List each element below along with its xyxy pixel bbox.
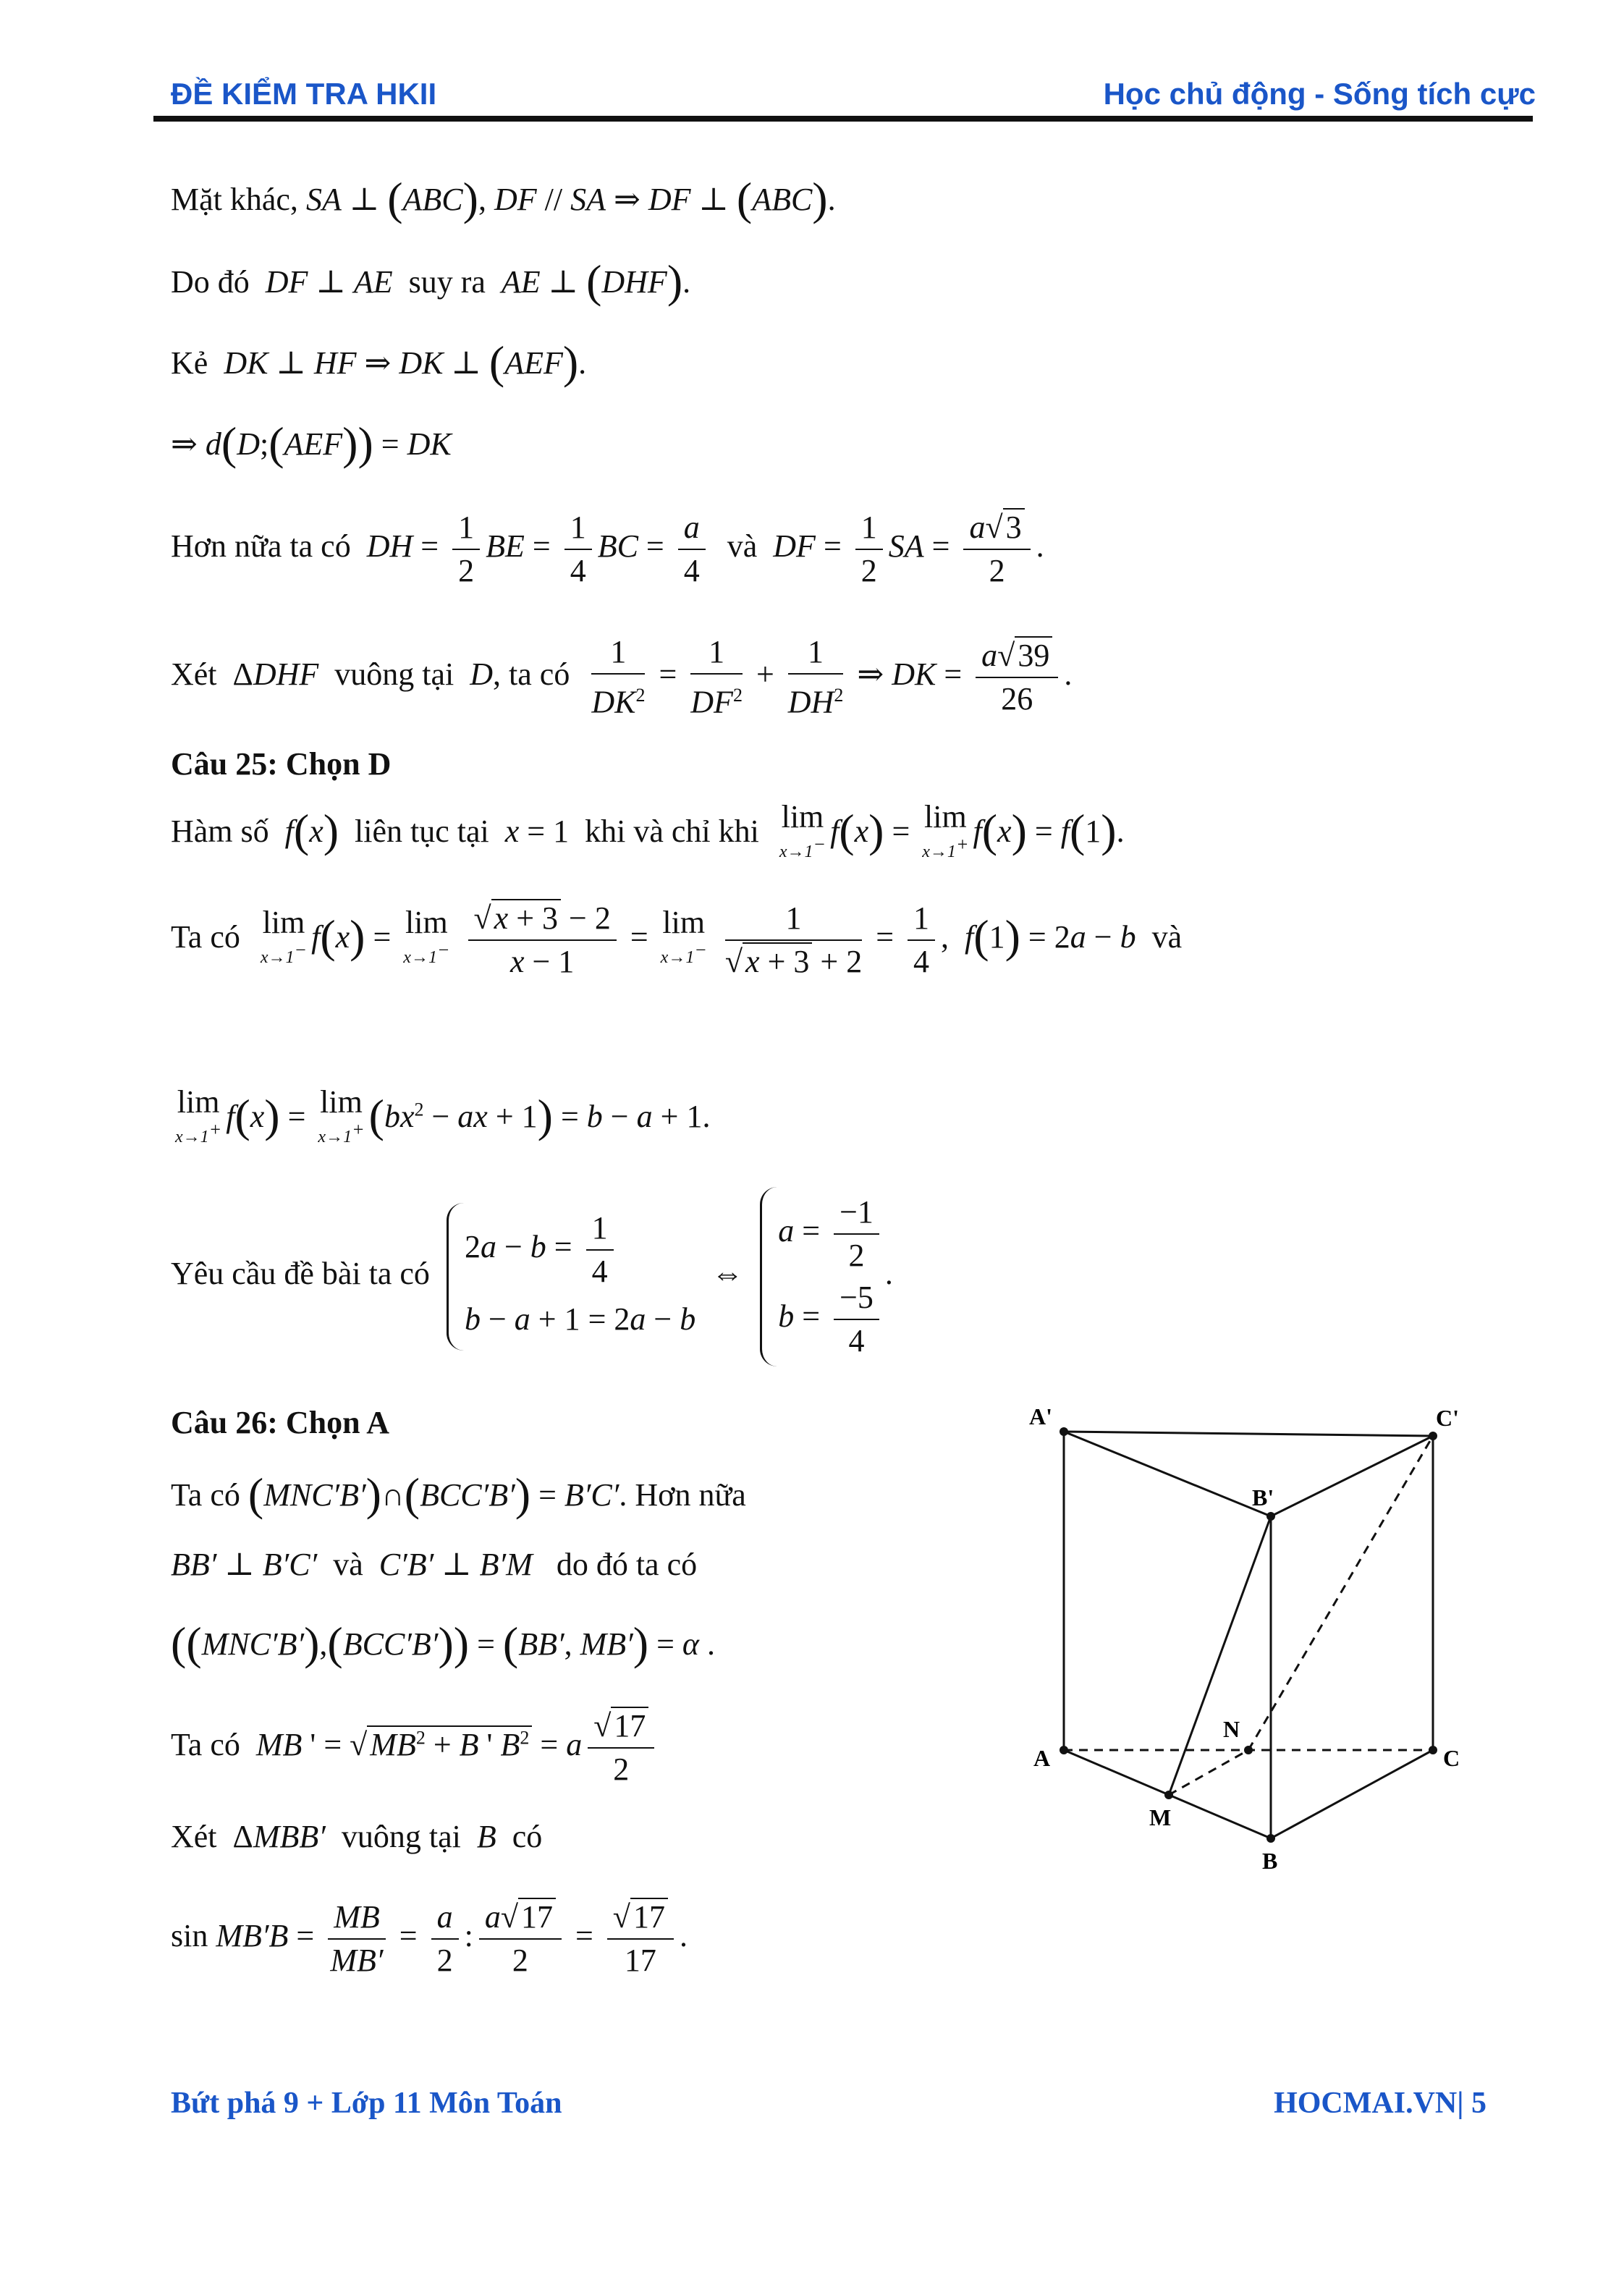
label-n: N <box>1223 1716 1240 1742</box>
label-m: M <box>1149 1804 1172 1830</box>
header-title: ĐỀ KIỂM TRA HKII <box>171 77 437 111</box>
cau-25-heading: Câu 25: Chọn D <box>171 746 392 782</box>
line-mat-khac: Mặt khác, SA ⊥ (ABC), DF // SA ⇒ DF ⊥ (ABC). <box>171 173 836 224</box>
line-ke: Kẻ DK ⊥ HF ⇒ DK ⊥ (AEF). <box>171 337 587 388</box>
footer-course: Bứt phá 9 + Lớp 11 Môn Toán <box>171 2087 562 2120</box>
point-b <box>1266 1834 1275 1843</box>
label-b-prime: B' <box>1252 1484 1274 1510</box>
point-c <box>1429 1746 1437 1754</box>
prism-figure <box>1013 1375 1476 1882</box>
line-angle: ((MNC′B′),(BCC′B′)) = (BB′, MB′) = α . <box>171 1618 715 1669</box>
label-c-prime: C' <box>1436 1405 1459 1431</box>
line-intersection: Ta có (MNC′B′)∩(BCC′B′) = B′C′. Hơn nữa <box>171 1469 746 1520</box>
line-do-do: Do đó DF ⊥ AE suy ra AE ⊥ (DHF). <box>171 255 691 307</box>
line-ham-so: Hàm số f(x) liên tục tại x = 1 khi và chỉ khi lim x→1− f(x) = lim x→1+ f(x) = f(1). <box>171 799 1125 861</box>
line-system: Yêu cầu đề bài ta có 2a − b = $\frac{1}{4}$ b − a + 1 = 2a − b ⇔ a = $\frac{-1}{2}$ b = $\frac{-5}{4}$ . <box>171 1187 893 1366</box>
header-slogan: Học chủ động - Sống tích cực <box>1103 77 1536 111</box>
point-n <box>1244 1746 1253 1754</box>
label-a-prime: A' <box>1029 1403 1052 1429</box>
point-m <box>1164 1791 1173 1799</box>
footer-page: HOCMAI.VN| 5 <box>1274 2087 1486 2120</box>
line-xet-dhf: Xét ΔDHF vuông tại D, ta có $\frac{1}{DK^2}$ = $\frac{1}{DF^2}$ + $\frac{1}{DH^2}$ ⇒ DK = $\frac{a√39}{26}$ . <box>171 631 1072 724</box>
label-a: A <box>1033 1745 1051 1771</box>
point-b-prime <box>1266 1512 1275 1521</box>
point-c-prime <box>1429 1432 1437 1440</box>
line-xet-mbb: Xét ΔMBB′ vuông tại B có <box>171 1819 543 1854</box>
cau-26-heading: Câu 26: Chọn A <box>171 1405 389 1440</box>
line-dh-df: Hơn nữa ta có DH = $\frac{1}{2}$ BE = $\frac{1}{4}$ BC = $\frac{a}{4}$ và DF = $\frac{1}{2}$ SA = $\frac{a√3}{2}$ . <box>171 507 1044 592</box>
label-c: C <box>1443 1745 1460 1771</box>
point-a <box>1060 1746 1068 1754</box>
line-distance: ⇒ d(D;(AEF)) = DK <box>171 418 452 469</box>
line-perp: BB′ ⊥ B′C′ và C′B′ ⊥ B′M do đó ta có <box>171 1547 698 1582</box>
label-b: B <box>1262 1848 1278 1874</box>
line-sin: sin MB′B = $\frac{MB}{MB'}$ = $\frac{a}{2}$ : $\frac{a√17}{2}$ = $\frac{√17}{17}$ . <box>171 1896 688 1982</box>
point-a-prime <box>1060 1427 1068 1436</box>
line-mb-prime: Ta có MB ' = $√MB^2 + B$ ' $B^2 = a$ $\frac{√17}{2}$ <box>171 1705 660 1791</box>
line-lim-right: lim x→1+ f(x) = lim x→1+ ($bx^2$ − ax + 1) = b − a + 1. <box>175 1084 711 1146</box>
header-divider <box>153 116 1533 122</box>
line-lim-left: Ta có lim x→1− f(x) = lim x→1− $\frac{√x + 3 - 2}{x - 1}$ = lim x→1− $\frac{1}{√x + 3 + 2}$ = $\frac{1}{4}$ , f(1) = 2a − b và <box>171 897 1182 983</box>
